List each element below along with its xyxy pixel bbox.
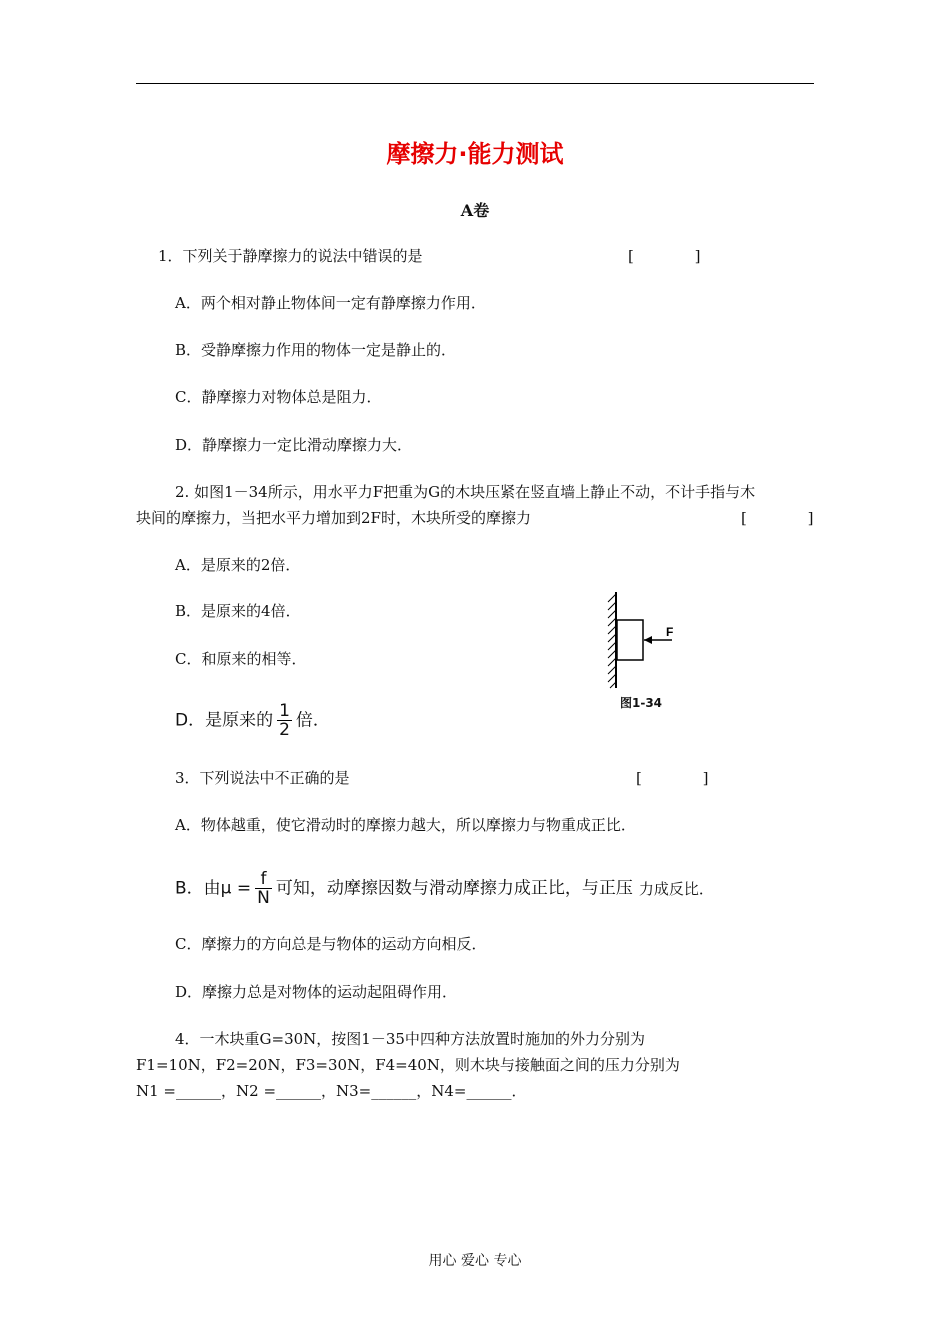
q2-option-d-suffix: 倍． — [295, 710, 330, 731]
fraction-numerator: f — [255, 870, 272, 889]
q1-option-d: D．静摩擦力一定比滑动摩擦力大． — [175, 436, 413, 454]
q1-option-c: C．静摩擦力对物体总是阻力． — [175, 388, 382, 406]
q4-line1: 4．一木块重G=30N，按图1－35中四种方法放置时施加的外力分别为 — [175, 1030, 645, 1048]
q3-option-b — [175, 870, 714, 907]
q2-stem-line1: 2. 如图1－34所示，用水平力F把重为G的木块压紧在竖直墙上静止不动，不计手指与木 — [175, 483, 756, 501]
q2-option-b: B．是原来的4倍． — [175, 602, 301, 620]
q3-option-c: C．摩擦力的方向总是与物体的运动方向相反． — [175, 935, 487, 953]
q2-stem-line2: 块间的摩擦力，当把水平力增加到2F时，木块所受的摩擦力 — [136, 509, 531, 527]
wooden-block — [617, 620, 643, 660]
figure-wall-block — [596, 590, 696, 690]
section-title: A卷 — [460, 201, 490, 220]
q3-option-b-tail: 力成反比． — [638, 879, 714, 898]
q2-option-d — [175, 702, 330, 739]
q1-option-b: B．受静摩擦力作用的物体一定是静止的． — [175, 341, 457, 359]
q3-option-b-prefix: B．由μ = — [175, 878, 252, 899]
q1-stem: 1．下列关于静摩擦力的说法中错误的是 — [158, 247, 423, 265]
q2-option-d-prefix: D．是原来的 — [175, 710, 274, 731]
fraction-denominator: 2 — [279, 720, 290, 740]
q4-line3: N1 =______，N2 =______，N3=______，N4=______． — [136, 1082, 527, 1100]
q3-option-a: A．物体越重，使它滑动时的摩擦力越大，所以摩擦力与物重成正比． — [175, 816, 636, 834]
wall-hatching — [608, 594, 616, 688]
q3-stem: 3．下列说法中不正确的是 — [175, 769, 350, 787]
q1-option-a: A．两个相对静止物体间一定有静摩擦力作用． — [175, 294, 486, 312]
q2-answer-bracket: [ ] — [741, 509, 814, 527]
q3-option-d: D．摩擦力总是对物体的运动起阻碍作用． — [175, 983, 458, 1001]
q2-option-c: C．和原来的相等． — [175, 650, 307, 668]
force-label: F — [666, 625, 674, 639]
q1-answer-bracket: [ ] — [628, 247, 701, 265]
header-rule — [136, 83, 814, 84]
fraction-denominator: N — [257, 888, 270, 908]
q3-answer-bracket: [ ] — [636, 769, 709, 787]
q3-option-b-suffix: 可知，动摩擦因数与滑动摩擦力成正比，与正压 — [275, 878, 633, 899]
figure-caption: 图1-34 — [620, 696, 663, 710]
q3-option-b-fraction — [255, 870, 272, 907]
page-footer: 用心 爱心 专心 — [428, 1253, 522, 1269]
q2-option-d-fraction — [277, 702, 292, 739]
force-arrow-head — [644, 636, 652, 644]
fraction-numerator: 1 — [279, 701, 290, 721]
q2-option-a: A．是原来的2倍． — [175, 556, 301, 574]
q4-line2: F1=10N，F2=20N，F3=30N，F4=40N，则木块与接触面之间的压力分别为 — [136, 1056, 680, 1074]
page-title: 摩擦力·能力测试 — [386, 140, 564, 168]
